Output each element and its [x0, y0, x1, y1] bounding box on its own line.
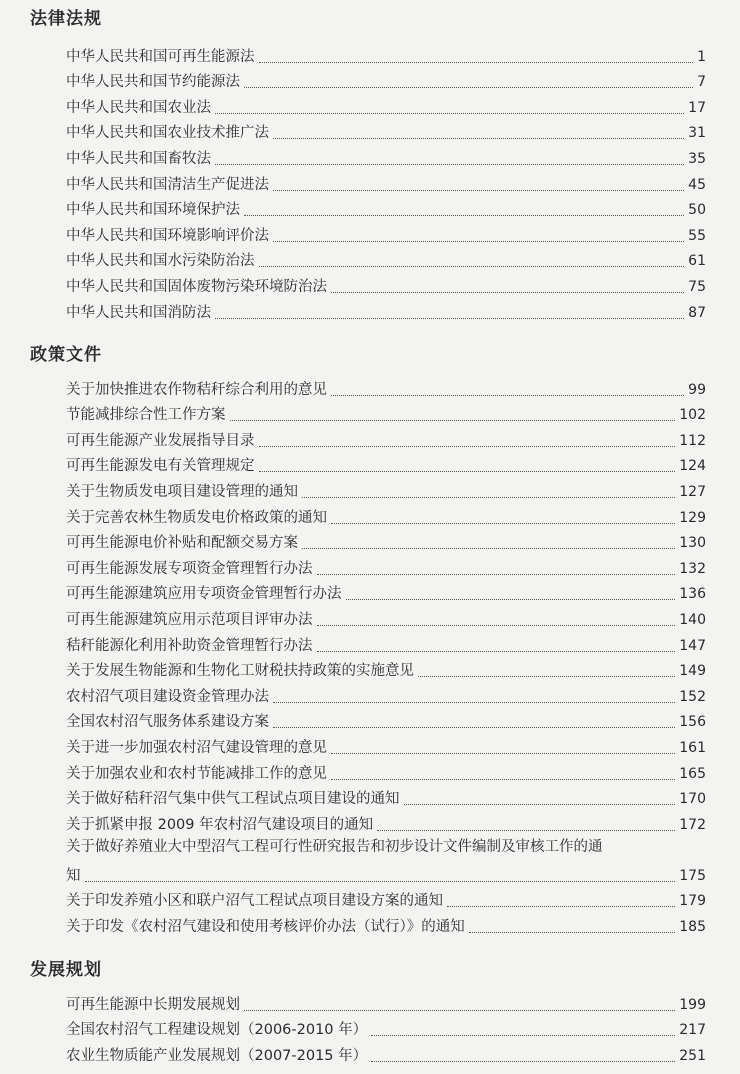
entry-title: 可再生能源发电有关管理规定 [66, 458, 255, 475]
entry-page: 170 [679, 791, 706, 808]
entry-page: 129 [679, 509, 706, 526]
entry-page: 149 [679, 663, 706, 680]
entry-page: 161 [679, 739, 706, 756]
dot-leader [331, 291, 684, 293]
entry-page: 45 [688, 176, 706, 193]
dot-leader [85, 880, 676, 882]
toc-entry[interactable] [66, 579, 706, 605]
entry-page: 156 [679, 714, 706, 731]
entry-title: 中华人民共和国水污染防治法 [66, 253, 255, 270]
dot-leader [371, 1034, 675, 1036]
dot-leader [273, 701, 675, 703]
entry-title: 中华人民共和国农业法 [66, 99, 211, 116]
toc-entry[interactable] [66, 297, 706, 323]
entry-title: 可再生能源建筑应用示范项目评审办法 [66, 611, 313, 628]
toc-entry[interactable] [66, 528, 706, 554]
toc-entry[interactable] [66, 41, 706, 67]
entry-page: 127 [679, 483, 706, 500]
entry-page: 7 [697, 74, 706, 91]
entry-page: 102 [679, 407, 706, 424]
toc-entry[interactable] [66, 553, 706, 579]
toc-entry[interactable] [66, 143, 706, 169]
toc-entry[interactable] [66, 911, 706, 937]
entry-title: 可再生能源建筑应用专项资金管理暂行办法 [66, 586, 342, 603]
toc-entry[interactable] [66, 630, 706, 656]
entry-title: 关于印发养殖小区和联户沼气工程试点项目建设方案的通知 [66, 893, 443, 910]
entry-title: 中华人民共和国农业技术推广法 [66, 125, 269, 142]
dot-leader [371, 1060, 675, 1062]
entry-title: 可再生能源产业发展指导目录 [66, 432, 255, 449]
toc-entry[interactable] [66, 169, 706, 195]
dot-leader [215, 112, 684, 114]
toc-entry[interactable] [66, 451, 706, 477]
dot-leader [404, 803, 676, 805]
toc-list-policies [66, 374, 706, 937]
entry-title: 全国农村沼气工程建设规划（2006-2010 年） [66, 1022, 368, 1039]
dot-leader [244, 1009, 675, 1011]
entry-title: 可再生能源发展专项资金管理暂行办法 [66, 560, 313, 577]
entry-page: 185 [679, 919, 706, 936]
entry-page: 132 [679, 560, 706, 577]
toc-entry[interactable] [66, 1015, 706, 1041]
toc-entry[interactable] [66, 400, 706, 426]
dot-leader [331, 522, 675, 524]
entry-page: 152 [679, 688, 706, 705]
dot-leader [259, 265, 685, 267]
entry-title: 中华人民共和国清洁生产促进法 [66, 176, 269, 193]
entry-title: 中华人民共和国可再生能源法 [66, 48, 255, 65]
entry-title: 可再生能源中长期发展规划 [66, 996, 240, 1013]
toc-entry[interactable] [66, 989, 706, 1015]
dot-leader [259, 470, 676, 472]
dot-leader [259, 61, 694, 63]
toc-entry[interactable] [66, 707, 706, 733]
entry-page: 199 [679, 996, 706, 1013]
entry-title: 中华人民共和国固体废物污染环境防治法 [66, 278, 327, 295]
entry-title: 关于做好养殖业大中型沼气工程可行性研究报告和初步设计文件编制及审核工作的通 [66, 838, 603, 855]
entry-title: 关于加强农业和农村节能减排工作的意见 [66, 765, 327, 782]
dot-leader [215, 317, 684, 319]
entry-page: 50 [688, 202, 706, 219]
dot-leader [346, 598, 676, 600]
entry-page: 75 [688, 278, 706, 295]
entry-title: 农村沼气项目建设资金管理办法 [66, 688, 269, 705]
toc-entry[interactable] [66, 1040, 706, 1066]
dot-leader [331, 394, 684, 396]
toc-entry[interactable] [66, 195, 706, 221]
entry-title: 中华人民共和国畜牧法 [66, 150, 211, 167]
section-title-policies: 政策文件 [30, 345, 102, 365]
toc-entry[interactable] [66, 502, 706, 528]
entry-page: 17 [688, 99, 706, 116]
entry-page: 217 [679, 1022, 706, 1039]
toc-entry[interactable] [66, 118, 706, 144]
dot-leader [215, 163, 684, 165]
dot-leader [317, 624, 676, 626]
entry-page: 251 [679, 1047, 706, 1064]
entry-page: 99 [688, 381, 706, 398]
entry-title: 关于完善农林生物质发电价格政策的通知 [66, 509, 327, 526]
dot-leader [302, 496, 675, 498]
dot-leader [273, 240, 684, 242]
entry-page: 31 [688, 125, 706, 142]
dot-leader [418, 675, 675, 677]
entry-page: 55 [688, 227, 706, 244]
entry-title: 关于加快推进农作物秸秆综合利用的意见 [66, 381, 327, 398]
entry-title: 节能减排综合性工作方案 [66, 407, 226, 424]
dot-leader [273, 137, 684, 139]
entry-page: 140 [679, 611, 706, 628]
dot-leader [244, 86, 693, 88]
entry-title: 秸秆能源化利用补助资金管理暂行办法 [66, 637, 313, 654]
entry-page: 124 [679, 458, 706, 475]
entry-title: 关于进一步加强农村沼气建设管理的意见 [66, 739, 327, 756]
dot-leader [273, 726, 675, 728]
toc-entry[interactable] [66, 681, 706, 707]
dot-leader [331, 752, 675, 754]
entry-title: 中华人民共和国环境保护法 [66, 202, 240, 219]
dot-leader [230, 419, 676, 421]
entry-page: 61 [688, 253, 706, 270]
toc-entry[interactable] [66, 604, 706, 630]
entry-page: 179 [679, 893, 706, 910]
entry-title: 全国农村沼气服务体系建设方案 [66, 714, 269, 731]
entry-title: 关于做好秸秆沼气集中供气工程试点项目建设的通知 [66, 791, 400, 808]
entry-title: 关于生物质发电项目建设管理的通知 [66, 483, 298, 500]
dot-leader [317, 573, 676, 575]
entry-page: 35 [688, 150, 706, 167]
toc-entry[interactable] [66, 784, 706, 810]
entry-title: 关于抓紧申报 2009 年农村沼气建设项目的通知 [66, 816, 374, 833]
toc-entry[interactable] [66, 886, 706, 912]
toc-entry[interactable] [66, 809, 706, 835]
toc-entry[interactable] [66, 835, 706, 886]
toc-entry[interactable] [66, 425, 706, 451]
toc-entry[interactable] [66, 374, 706, 400]
entry-title: 关于印发《农村沼气建设和使用考核评价办法（试行）》的通知 [66, 919, 465, 936]
toc-list-plans [66, 989, 706, 1066]
dot-leader [244, 214, 684, 216]
section-title-laws: 法律法规 [30, 9, 102, 29]
toc-entry[interactable] [66, 758, 706, 784]
entry-page: 1 [697, 48, 706, 65]
section-title-plans: 发展规划 [30, 960, 102, 980]
entry-title: 中华人民共和国环境影响评价法 [66, 227, 269, 244]
entry-title: 中华人民共和国消防法 [66, 304, 211, 321]
entry-page: 172 [679, 816, 706, 833]
dot-leader [259, 445, 676, 447]
dot-leader [331, 778, 675, 780]
toc-entry[interactable] [66, 656, 706, 682]
entry-page: 130 [679, 535, 706, 552]
entry-title-continued: 知 [66, 867, 81, 884]
entry-title: 关于发展生物能源和生物化工财税扶持政策的实施意见 [66, 663, 414, 680]
dot-leader [377, 829, 675, 831]
dot-leader [273, 189, 684, 191]
entry-page: 112 [679, 432, 706, 449]
entry-page: 165 [679, 765, 706, 782]
entry-page: 147 [679, 637, 706, 654]
entry-title: 可再生能源电价补贴和配额交易方案 [66, 535, 298, 552]
toc-entry[interactable] [66, 220, 706, 246]
dot-leader [317, 650, 676, 652]
dot-leader [469, 931, 676, 933]
entry-title: 中华人民共和国节约能源法 [66, 74, 240, 91]
toc-list-laws [66, 41, 706, 323]
toc-entry[interactable] [66, 476, 706, 502]
dot-leader [447, 905, 675, 907]
dot-leader [302, 547, 675, 549]
entry-page: 136 [679, 586, 706, 603]
toc-entry[interactable] [66, 67, 706, 93]
toc-entry[interactable] [66, 732, 706, 758]
entry-page: 87 [688, 304, 706, 321]
entry-title: 农业生物质能产业发展规划（2007-2015 年） [66, 1047, 368, 1064]
toc-entry[interactable] [66, 271, 706, 297]
toc-entry[interactable] [66, 246, 706, 272]
toc-entry[interactable] [66, 92, 706, 118]
entry-page: 175 [679, 867, 706, 884]
